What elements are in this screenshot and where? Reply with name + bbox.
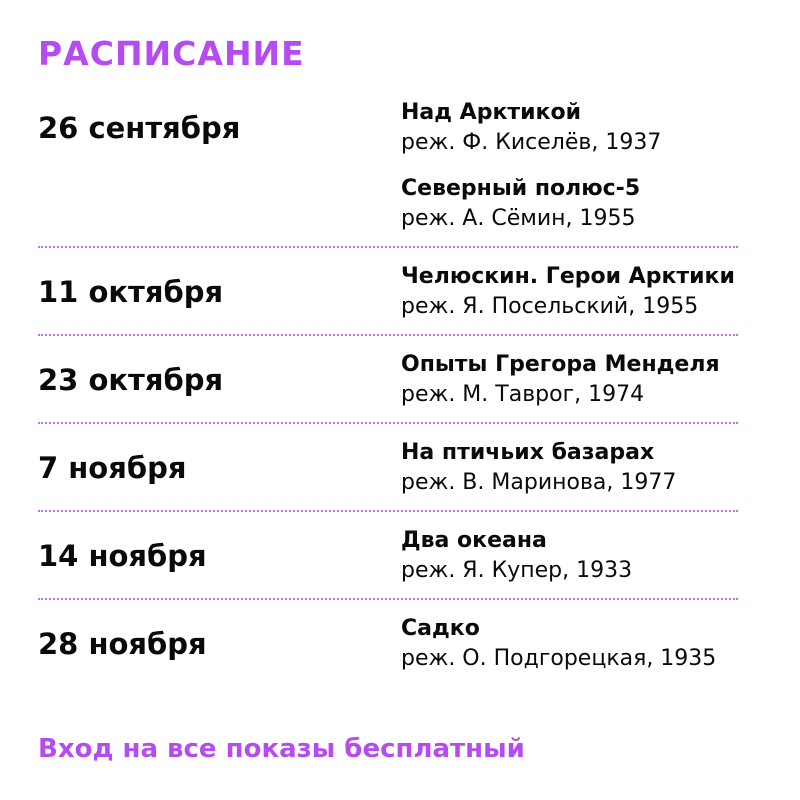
film-director-year: реж. Ф. Киселёв, 1937 [401, 130, 662, 155]
schedule-row [38, 512, 738, 600]
film-director-year: реж. Я. Купер, 1933 [401, 558, 633, 583]
schedule-row [38, 248, 738, 336]
film-list [401, 526, 738, 586]
film-director-year: реж. А. Сёмин, 1955 [401, 206, 636, 231]
film-title: Над Арктикой [401, 100, 582, 125]
schedule-row [38, 92, 738, 248]
schedule-row [38, 600, 738, 686]
film-list [401, 262, 738, 322]
film-director-year: реж. О. Подгорецкая, 1935 [401, 646, 717, 671]
screening-date: 23 октября [38, 363, 224, 397]
screening-date: 7 ноября [38, 451, 187, 485]
film-entry [401, 614, 738, 674]
schedule-list [38, 92, 738, 686]
film-entry [401, 438, 738, 498]
film-entry [401, 174, 738, 234]
film-entry [401, 526, 738, 586]
film-list [401, 438, 738, 498]
schedule-row [38, 424, 738, 512]
film-list [401, 350, 738, 410]
screening-date: 14 ноября [38, 539, 207, 573]
film-director-year: реж. М. Таврог, 1974 [401, 382, 645, 407]
page-title: РАСПИСАНИЕ [38, 34, 305, 73]
film-title: На птичьих базарах [401, 440, 655, 465]
screening-date: 28 ноября [38, 627, 207, 661]
film-title: Челюскин. Герои Арктики [401, 264, 735, 289]
film-director-year: реж. Я. Посельский, 1955 [401, 294, 699, 319]
film-entry [401, 98, 738, 158]
film-director-year: реж. В. Маринова, 1977 [401, 470, 677, 495]
film-entry [401, 262, 738, 322]
film-title: Северный полюс-5 [401, 176, 641, 201]
film-list [401, 98, 738, 234]
film-title: Опыты Грегора Менделя [401, 352, 720, 377]
screening-date: 11 октября [38, 275, 224, 309]
schedule-row [38, 336, 738, 424]
free-admission-note: Вход на все показы бесплатный [38, 734, 525, 764]
screening-date: 26 сентября [38, 111, 241, 145]
film-title: Два океана [401, 528, 547, 553]
film-entry [401, 350, 738, 410]
film-title: Садко [401, 616, 480, 641]
film-list [401, 614, 738, 674]
